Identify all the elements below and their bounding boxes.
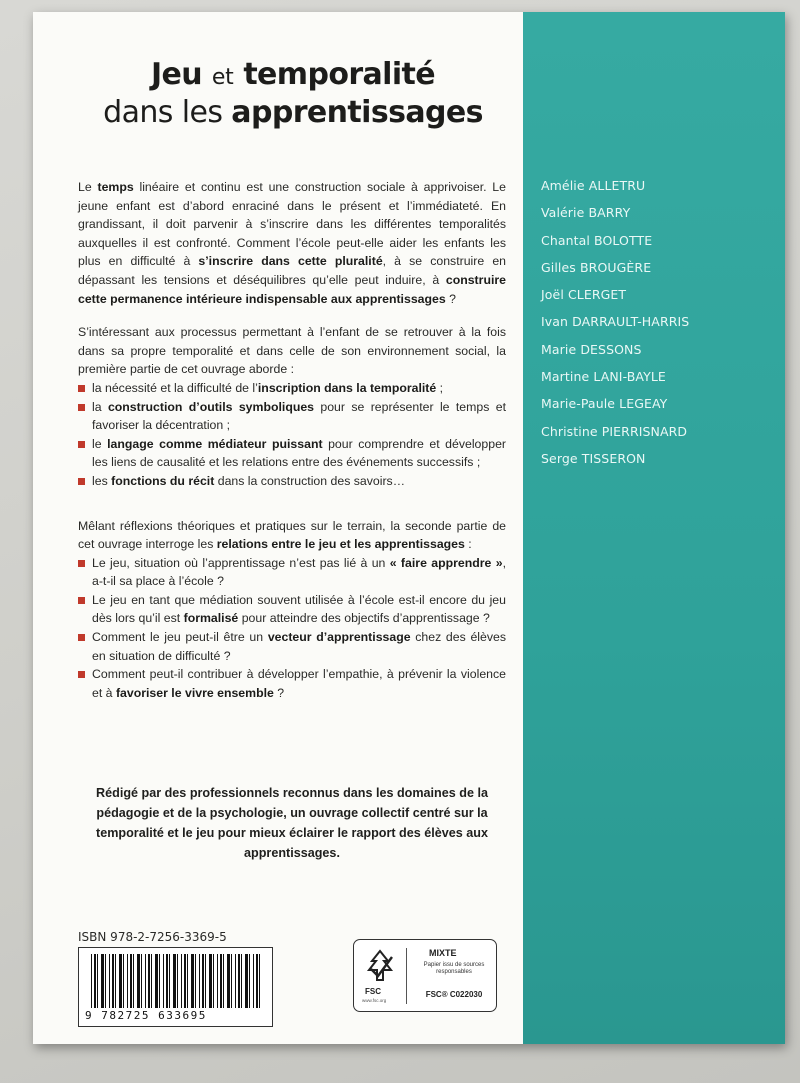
title-word-apprentissages: apprentissages: [231, 95, 483, 130]
list-item-text: Comment peut-il contribuer à développer l’empathie, à prévenir la violence et à: [92, 667, 506, 700]
list-item: [78, 379, 506, 398]
author-name: Joël CLERGET: [541, 287, 627, 303]
part2-lead-text: Mêlant réflexions théoriques et pratiques sur le terrain, la seconde partie de cet ouvrage interroge les: [78, 518, 506, 552]
fsc-mixte: MIXTE: [429, 948, 457, 958]
red-square-bullet-icon: [78, 441, 85, 448]
list-item-text: chez des élèves en situation de difficulté ?: [92, 630, 506, 663]
list-item-text: , a-t-il sa place à l’école ?: [92, 555, 506, 589]
intro-text: s’inscrire dans cette pluralité: [198, 254, 383, 269]
intro-text: Le: [78, 180, 98, 194]
title-line-2: [93, 95, 493, 131]
intro-text: linéaire et continu est une construction sociale à apprivoiser. Le jeune enfant est d’abord enraciné dans le présent et l’immédiateté. En grandissant, il doit parvenir à s’inscrire dans les différentes temporalités auxquelles il est confronté. Comment l’école peut-elle aider les enfants les plus en difficulté à: [78, 180, 506, 269]
title-line-1: [93, 58, 493, 95]
part1-lead: S’intéressant aux processus permettant à l’enfant de se retrouver à la fois dans sa propre temporalité et dans celle de son environnement social, la première partie de cet ouvrage aborde :: [78, 325, 506, 377]
list-item-text: les: [92, 473, 112, 488]
list-item: [78, 665, 506, 702]
author-name: Ivan DARRAULT-HARRIS: [541, 314, 690, 330]
fsc-website: www.fsc.org: [362, 998, 387, 1003]
fsc-label: [353, 939, 497, 1012]
list-item-text: vecteur d’apprentissage: [267, 630, 411, 645]
list-item: [78, 435, 506, 472]
author-name: Chantal BOLOTTE: [541, 232, 653, 248]
list-item-text: pour comprendre et développer les liens de causalité et les relations entre des événements successifs ;: [92, 436, 507, 470]
red-square-bullet-icon: [78, 634, 85, 641]
intro-text: temps: [97, 180, 134, 194]
list-item: [78, 591, 506, 628]
part2-lead: [78, 517, 506, 554]
list-item-text: la: [92, 399, 108, 414]
list-item-text: la nécessité et la difficulté de l’: [92, 380, 258, 395]
red-square-bullet-icon: [78, 404, 85, 411]
red-square-bullet-icon: [78, 597, 85, 604]
title-word-et: et: [211, 65, 234, 90]
author-name: Martine LANI-BAYLE: [541, 369, 666, 385]
list-item-text: pour se représenter le temps et favoriser la décentration ;: [92, 399, 506, 433]
red-square-bullet-icon: [78, 478, 85, 485]
author-name: Marie-Paule LEGEAY: [541, 396, 668, 412]
part2-lead-text: relations entre le jeu et les apprentissages: [216, 537, 465, 552]
list-item-text: Le jeu en tant que médiation souvent utilisée à l’école est-il encore du jeu dès lors qu’il est: [92, 592, 506, 626]
author-name: Gilles BROUGÈRE: [541, 259, 652, 275]
author-name: Serge TISSERON: [541, 450, 646, 466]
list-item-text: pour atteindre des objectifs d’apprentissage ?: [238, 611, 490, 626]
list-item-text: Comment le jeu peut-il être un: [92, 630, 268, 645]
list-item-text: « faire apprendre »: [389, 555, 503, 570]
list-item-text: dans la construction des savoirs…: [214, 473, 406, 488]
red-square-bullet-icon: [78, 560, 85, 567]
authors-list: [541, 172, 689, 472]
author-name: Marie DESSONS: [541, 341, 642, 357]
fsc-name: FSC: [365, 987, 381, 996]
fsc-tree-check-icon: [362, 948, 398, 984]
red-square-bullet-icon: [78, 671, 85, 678]
list-item: [78, 398, 506, 435]
fsc-code: FSC® C022030: [425, 990, 483, 999]
barcode-digits: 9 782725 633695: [85, 1009, 207, 1022]
part2-lead-text: :: [464, 537, 472, 552]
intro-text: ?: [445, 291, 456, 306]
intro-text: , à se construire en dépassant les tensions et déséquilibres qu’elle peut induire, à: [78, 254, 506, 287]
author-name: Valérie BARRY: [541, 205, 631, 221]
list-item-text: formalisé: [183, 611, 239, 626]
list-item-text: le: [92, 436, 108, 451]
list-item-text: inscription dans la temporalité: [257, 380, 437, 395]
list-item-text: favoriser le vivre ensemble: [115, 685, 274, 700]
list-item-text: langage comme médiateur puissant: [107, 436, 323, 451]
part2-list: [78, 554, 506, 703]
title-word-dans-les: dans les: [103, 95, 223, 130]
list-item: [78, 554, 506, 591]
title-word-jeu: Jeu: [150, 57, 203, 92]
list-item-text: fonctions du récit: [111, 473, 215, 488]
blurb: [78, 178, 506, 702]
list-item: [78, 628, 506, 665]
intro-paragraph: [78, 178, 506, 308]
book-back-cover: [33, 12, 785, 1044]
list-item-text: Le jeu, situation où l’apprentissage n’est pas lié à un: [92, 555, 390, 570]
list-item: [78, 472, 506, 491]
part1-list: [78, 379, 506, 491]
conclusion-text: Rédigé par des professionnels reconnus dans les domaines de la pédagogie et de la psychologie, un ouvrage collectif centré sur la temporalité et le jeu pour mieux éclairer le rapport des élèves aux apprentissages.: [96, 786, 488, 860]
teal-side-band: [523, 12, 785, 1044]
isbn-label: ISBN 978-2-7256-3369-5: [78, 930, 227, 944]
red-square-bullet-icon: [78, 385, 85, 392]
list-item-text: ;: [436, 380, 444, 395]
author-name: Christine PIERRISNARD: [541, 423, 688, 439]
barcode-bars: [91, 954, 261, 1008]
list-item-text: ?: [273, 685, 285, 700]
intro-text: construire cette permanence intérieure indispensable aux apprentissages: [78, 272, 506, 306]
title-word-temporalite: temporalité: [243, 57, 436, 92]
author-name: Amélie ALLETRU: [541, 178, 646, 193]
barcode: [78, 947, 273, 1027]
list-item-text: construction d’outils symboliques: [107, 399, 315, 414]
book-title: [93, 58, 493, 131]
fsc-papier: Papier issu de sources responsables: [423, 962, 485, 975]
